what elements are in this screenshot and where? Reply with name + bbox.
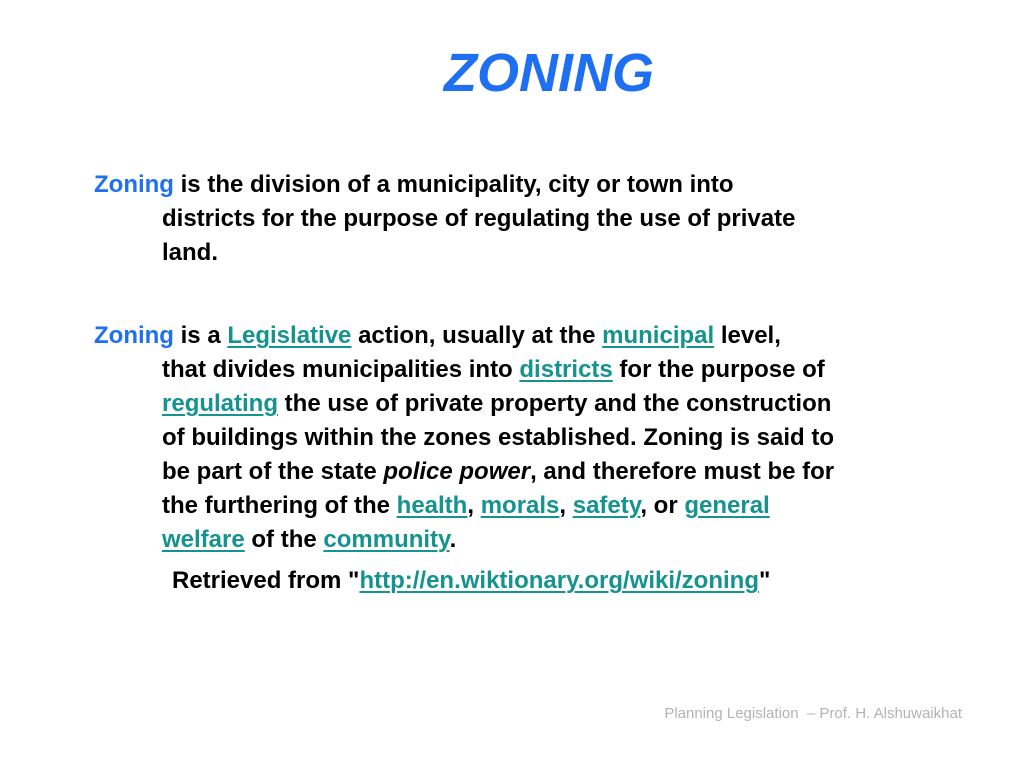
paragraph2-line7 bbox=[162, 523, 456, 557]
paragraph1-line1 bbox=[94, 168, 734, 202]
keyword-zoning: Zoning bbox=[94, 322, 174, 349]
text: of the bbox=[244, 526, 324, 553]
text: " bbox=[759, 567, 771, 594]
paragraph2-line2 bbox=[162, 353, 825, 387]
emphasis-police-power: police power bbox=[383, 458, 531, 485]
text: the furthering of the bbox=[162, 492, 397, 519]
text: is the division of a municipality, city or town into bbox=[173, 171, 734, 198]
link-health[interactable]: health bbox=[396, 492, 468, 519]
text: Retrieved from " bbox=[172, 567, 360, 594]
paragraph2-line3 bbox=[162, 387, 831, 421]
text: , or bbox=[640, 492, 685, 519]
text: is a bbox=[173, 322, 228, 349]
link-general-welfare[interactable]: general bbox=[684, 492, 770, 519]
text: the use of private property and the construction bbox=[278, 390, 832, 417]
paragraph1-line3: land. bbox=[162, 239, 219, 266]
link-districts[interactable]: districts bbox=[519, 356, 613, 383]
paragraph2-line5 bbox=[162, 455, 834, 489]
link-community[interactable]: community bbox=[323, 526, 450, 553]
citation bbox=[172, 564, 770, 598]
link-municipal[interactable]: municipal bbox=[602, 322, 715, 349]
text: that divides municipalities into bbox=[162, 356, 520, 383]
paragraph1-line2: districts for the purpose of regulating the use of private bbox=[162, 205, 796, 232]
text: , bbox=[559, 492, 573, 519]
link-legislative[interactable]: Legislative bbox=[227, 322, 352, 349]
text: , bbox=[467, 492, 481, 519]
link-morals[interactable]: morals bbox=[480, 492, 560, 519]
paragraph2-line1 bbox=[94, 319, 781, 353]
citation-url-link[interactable]: http://en.wiktionary.org/wiki/zoning bbox=[359, 567, 759, 594]
paragraph2-line4: of buildings within the zones established. Zoning is said to bbox=[162, 424, 835, 451]
text: be part of the state bbox=[162, 458, 384, 485]
slide-title: ZONING bbox=[444, 43, 654, 103]
slide-footer: Planning Legislation – Prof. H. Alshuwaikhat bbox=[664, 705, 962, 722]
text: for the purpose of bbox=[612, 356, 825, 383]
link-safety[interactable]: safety bbox=[572, 492, 641, 519]
paragraph2-line6 bbox=[162, 489, 770, 523]
text: . bbox=[449, 526, 457, 553]
link-general-welfare[interactable]: welfare bbox=[162, 526, 245, 553]
keyword-zoning: Zoning bbox=[94, 171, 174, 198]
text: , and therefore must be for bbox=[530, 458, 835, 485]
text: action, usually at the bbox=[351, 322, 603, 349]
link-regulating[interactable]: regulating bbox=[162, 390, 279, 417]
text: level, bbox=[714, 322, 781, 349]
